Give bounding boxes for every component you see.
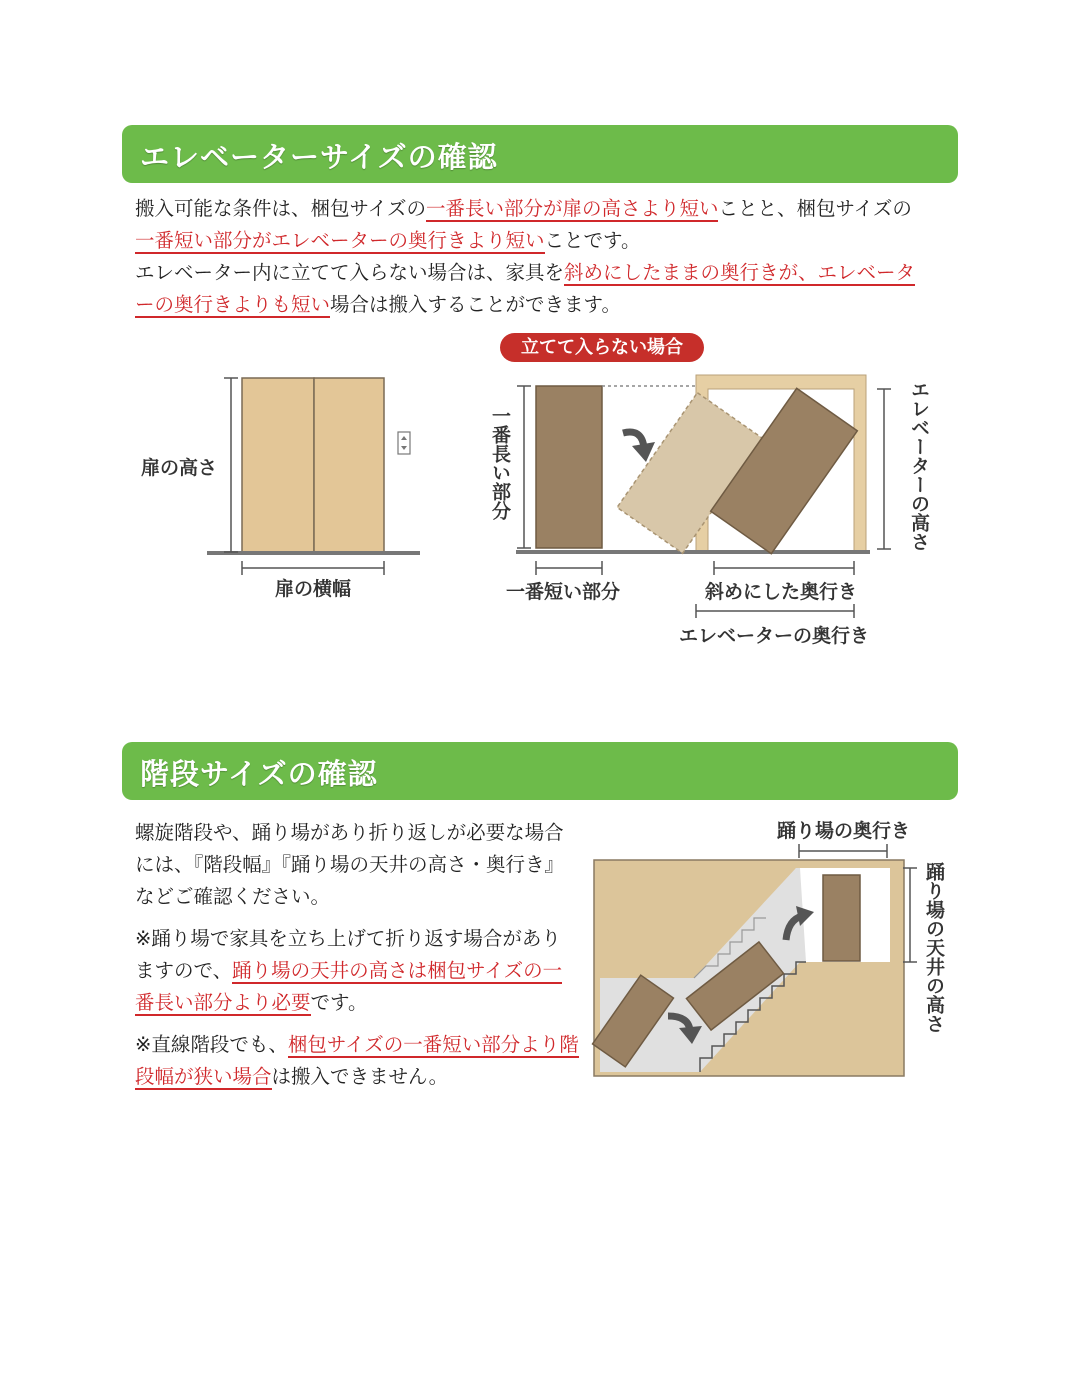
label-diagonal-depth: 斜めにした奥行き: [705, 581, 858, 603]
stairs-furniture-3: [823, 875, 860, 961]
label-elevator-height: エレベーターの高さ: [908, 380, 930, 551]
label-door-width: 扉の横幅: [275, 578, 352, 600]
stairs-illustration: [593, 844, 917, 1076]
label-door-height: 扉の高さ: [141, 457, 218, 479]
elevator-paragraph-2: エレベーター内に立てて入らない場合は、家具を斜めにしたままの奥行きが、エレベーターの奥行きよりも短い場合は搬入することができます。: [135, 261, 916, 316]
label-landing-depth: 踊り場の奥行き: [777, 820, 911, 842]
label-elevator-depth: エレベーターの奥行き: [679, 625, 870, 647]
stairs-paragraph-3: ※直線階段でも、梱包サイズの一番短い部分より階段幅が狭い場合は搬入できません。: [135, 1033, 579, 1088]
stairs-paragraph-2: ※踊り場で家具を立ち上げて折り返す場合がありますので、踊り場の天井の高さは梱包サイズの一番長い部分より必要です。: [135, 927, 563, 1014]
label-longest-part: 一番長い部分: [489, 406, 511, 520]
stairs-paragraph-1: 螺旋階段や、踊り場があり折り返しが必要な場合には、『階段幅』『踊り場の天井の高さ・奥行き』などご確認ください。: [135, 821, 565, 908]
label-shortest-part: 一番短い部分: [506, 581, 621, 603]
section-title-stairs: 階段サイズの確認: [140, 757, 378, 791]
no-upright-badge: 立てて入らない場合: [500, 333, 704, 362]
label-landing-ceiling-height: 踊り場の天井の高さ: [923, 862, 945, 1033]
elevator-paragraph-1: 搬入可能な条件は、梱包サイズの一番長い部分が扉の高さより短いことと、梱包サイズの一番短い部分がエレベーターの奥行きより短いことです。: [135, 197, 912, 252]
section-title-elevator: エレベーターサイズの確認: [140, 140, 498, 174]
